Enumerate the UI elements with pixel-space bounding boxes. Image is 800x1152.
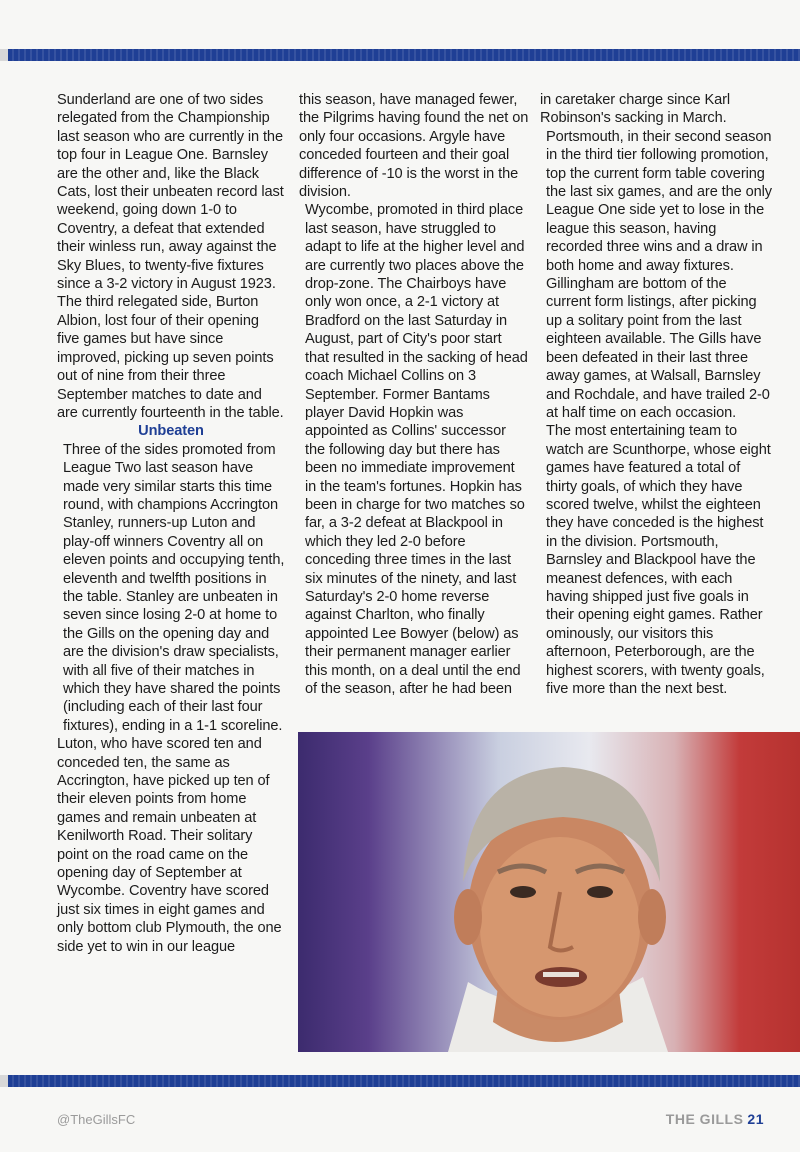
top-band <box>0 49 800 61</box>
paragraph: this season, have managed fewer, the Pilgrims having found the net on only four occasions. Argyle have conceded fourteen and their goal difference of -10 is the worst in the division. <box>299 92 529 201</box>
article-column-1 <box>57 91 285 956</box>
twitter-handle: @TheGillsFC <box>57 1112 136 1127</box>
article-column-2 <box>299 91 529 698</box>
bottom-band <box>0 1075 800 1087</box>
manager-portrait-icon <box>298 732 800 1052</box>
paragraph: Wycombe, promoted in third place last season, have struggled to adapt to life at the higher level and are currently two places above the drop-zone. The Chairboys have only won once, a 2-1 victory at Bradford on the last Saturday in August, part of City's poor start that resulted in the sacking of head coach Michael Collins on 3 September. Former Bantams player David Hopkin was appointed as Collins' successor the following day but there has been no immediate improvement in the team's fortunes. Hopkin has been in charge for two matches so far, a 3-2 defeat at Blackpool in which they led 2-0 before conceding three times in the last six minutes of the ninety, and last Saturday's 2-0 home reverse against Charlton, who finally appointed Lee Bowyer (below) as their permanent manager earlier this month, on a deal until the end of the season, after he had been <box>305 202 528 697</box>
page-number: 21 <box>747 1111 764 1127</box>
paragraph: Sunderland are one of two sides relegated from the Championship last season who are currently in the top four in League One. Barnsley are the other and, like the Black Cats, lost their unbeaten record last weekend, going down 1-0 to Coventry, a defeat that extended their winless run, away against the Sky Blues, to twenty-five fixtures since a 3-2 victory in August 1923. The third relegated side, Burton Albion, lost four of their opening five games but have since improved, picking up seven points out of nine from their three September matches to date and are currently fourteenth in the table. <box>57 92 284 421</box>
paragraph: Three of the sides promoted from League Two last season have made very similar starts this time round, with champions Accrington Stanley, runners-up Luton and play-off winners Coventry all on eleven points and occupying tenth, eleventh and twelfth positions in the table. Stanley are unbeaten in seven since losing 2-0 at home to the Gills on the opening day and are the division's draw specialists, with all five of their matches in which they have shared the points (including each of their last four fixtures), ending in a 1-1 scoreline. <box>63 441 285 734</box>
paragraph: Luton, who have scored ten and conceded ten, the same as Accrington, have picked up ten of their eleven points from home games and remain unbeaten at Kenilworth Road. Their solitary point on the road came on the opening day of September at Wycombe. Coventry have scored just six times in eight games and only bottom club Plymouth, the one side yet to win in our league <box>57 736 282 955</box>
publication-name: THE GILLS <box>665 1111 744 1127</box>
paragraph: The most entertaining team to watch are Scunthorpe, whose eight games have featured a total of thirty goals, of which they have scored twelve, whilst the eighteen they have conceded is the highest in the division. Portsmouth, Barnsley and Blackpool have the meanest defences, with each having shipped just five goals in their opening eight games. Rather ominously, our visitors this afternoon, Peterborough, are the highest scorers, with twenty goals, five more than the next best. <box>546 423 771 697</box>
subheading: Unbeaten <box>138 423 204 440</box>
page-footer <box>666 1111 764 1127</box>
paragraph: Portsmouth, in their second season in the third tier following promotion, top the current form table covering the last six games, and are the only League One side yet to lose in the league this season, having recorded three wins and a draw in both home and away fixtures. Gillingham are bottom of the current form listings, after picking up a solitary point from the last eighteen available. The Gills have been defeated in their last three away games, at Walsall, Barnsley and Rochdale, and have trailed 2-0 at half time on each occasion. <box>546 128 772 421</box>
article-column-3 <box>540 91 772 698</box>
manager-photo <box>298 732 800 1052</box>
paragraph: in caretaker charge since Karl Robinson's sacking in March. <box>540 92 731 127</box>
